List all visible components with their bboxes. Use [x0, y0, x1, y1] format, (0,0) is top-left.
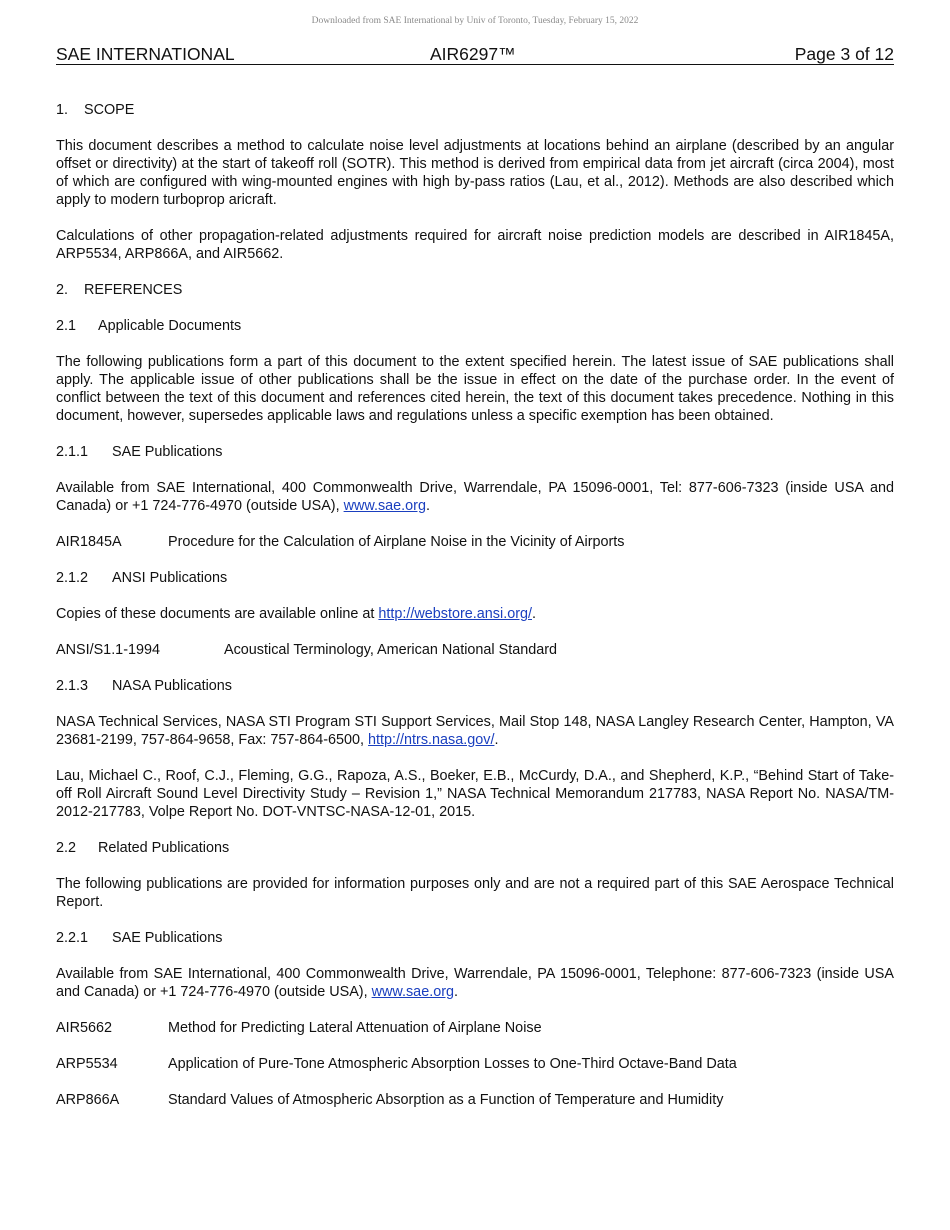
availability-paragraph [56, 479, 894, 515]
paragraph: The following publications form a part of this document to the extent specified herein. The latest issue of SAE publications shall apply. The applicable issue of other publications shall be the issue in effect on the date of the purchase order. In the event of conflict between the text of this document and references cited herein, the text of this document takes precedence. Nothing in this document, however, supersedes applicable laws and regulations unless a specific exemption has been obtained. [56, 354, 894, 424]
reference-title: Procedure for the Calculation of Airplane Noise in the Vicinity of Airports [168, 534, 625, 550]
section-heading-nasa-publications [56, 677, 894, 695]
sae-website-link[interactable]: www.sae.org [343, 498, 426, 514]
reference-title: Acoustical Terminology, American National Standard [224, 642, 558, 658]
paragraph: The following publications are provided for information purposes only and are not a required part of this SAE Aerospace Technical Report. [56, 876, 894, 910]
availability-text: NASA Technical Services, NASA STI Program STI Support Services, Mail Stop 148, NASA Langley Research Center, Hampton, VA 23681-2199, 757-864-9658, Fax: 757-864-6500, [56, 714, 894, 748]
section-number: 2.2.1 [56, 930, 89, 946]
availability-paragraph [56, 605, 894, 623]
ansi-webstore-link[interactable]: http://webstore.ansi.org/ [378, 606, 532, 622]
header-page-number: Page 3 of 12 [794, 44, 894, 64]
reference-code: ARP866A [56, 1092, 120, 1108]
header-org: SAE INTERNATIONAL [56, 44, 235, 64]
availability-text: Copies of these documents are available online at [56, 606, 379, 622]
section-title: SAE Publications [112, 930, 223, 946]
availability-text: Available from SAE International, 400 Commonwealth Drive, Warrendale, PA 15096-0001, Tel: 877-606-7323 (inside USA and Canada) or +1 724-776-4970 (outside USA), [56, 480, 894, 514]
section-heading-references [56, 281, 894, 299]
reference-item [56, 1019, 894, 1037]
section-number: 2.2 [56, 840, 77, 856]
header-doc-id: AIR6297™ [430, 44, 516, 64]
section-title: ANSI Publications [112, 570, 228, 586]
period: . [494, 732, 499, 748]
section-title: NASA Publications [112, 678, 232, 694]
section-number: 2. [56, 282, 69, 298]
section-heading-ansi-publications [56, 569, 894, 587]
document-body [56, 101, 894, 1127]
section-heading-scope [56, 101, 894, 119]
availability-paragraph [56, 713, 894, 749]
reference-code: ARP5534 [56, 1056, 118, 1072]
reference-code: ANSI/S1.1-1994 [56, 642, 160, 658]
page-header [56, 44, 894, 65]
period: . [454, 984, 458, 1000]
section-title: REFERENCES [84, 282, 183, 298]
section-number: 2.1.1 [56, 444, 89, 460]
citation-paragraph: Lau, Michael C., Roof, C.J., Fleming, G.G., Rapoza, A.S., Boeker, E.B., McCurdy, D.A., and Shepherd, K.P., “Behind Start of Take-off Roll Aircraft Sound Level Directivity Study – Revision 1,” NASA Technical Memorandum 217783, NASA Report No. NASA/TM-2012-217783, Volpe Report No. DOT-VNTSC-NASA-12-01, 2015. [56, 768, 894, 820]
section-heading-related-publications [56, 839, 894, 857]
nasa-ntrs-link[interactable]: http://ntrs.nasa.gov/ [368, 732, 495, 748]
paragraph: Calculations of other propagation-related adjustments required for aircraft noise prediction models are described in AIR1845A, ARP5534, ARP866A, and AIR5662. [56, 228, 894, 262]
section-title: Related Publications [98, 840, 230, 856]
reference-item [56, 1091, 894, 1109]
reference-title: Application of Pure-Tone Atmospheric Absorption Losses to One-Third Octave-Band Data [168, 1056, 737, 1072]
period: . [532, 606, 536, 622]
reference-item [56, 1055, 894, 1073]
reference-item [56, 641, 894, 659]
reference-item [56, 533, 894, 551]
section-heading-applicable-documents [56, 317, 894, 335]
period: . [425, 498, 430, 514]
section-heading-sae-publications [56, 443, 894, 461]
reference-code: AIR5662 [56, 1020, 113, 1036]
section-number: 2.1.2 [56, 570, 89, 586]
section-title: SCOPE [84, 102, 135, 118]
section-number: 2.1.3 [56, 678, 89, 694]
reference-title: Method for Predicting Lateral Attenuation of Airplane Noise [168, 1020, 542, 1036]
availability-text: Available from SAE International, 400 Commonwealth Drive, Warrendale, PA 15096-0001, Telephone: 877-606-7323 (inside USA and Canada) or +1 724-776-4970 (outside USA), [56, 966, 894, 1000]
section-title: SAE Publications [112, 444, 223, 460]
download-watermark: Downloaded from SAE International by Univ of Toronto, Tuesday, February 15, 2022 [311, 16, 639, 26]
section-number: 2.1 [56, 318, 77, 334]
section-title: Applicable Documents [98, 318, 242, 334]
availability-paragraph [56, 965, 894, 1001]
section-number: 1. [56, 102, 69, 118]
section-heading-related-sae-publications [56, 929, 894, 947]
sae-website-link[interactable]: www.sae.org [371, 984, 454, 1000]
reference-title: Standard Values of Atmospheric Absorption as a Function of Temperature and Humidity [168, 1092, 724, 1108]
paragraph: This document describes a method to calculate noise level adjustments at locations behind an airplane (described by an angular offset or directivity) at the start of takeoff roll (SOTR). This method is derived from empirical data from jet aircraft (circa 2004), most of which are configured with wing-mounted engines with high by-pass ratios (Lau, et al., 2012). Methods are also described which apply to modern turboprop aricraft. [56, 138, 894, 208]
reference-code: AIR1845A [56, 534, 122, 550]
